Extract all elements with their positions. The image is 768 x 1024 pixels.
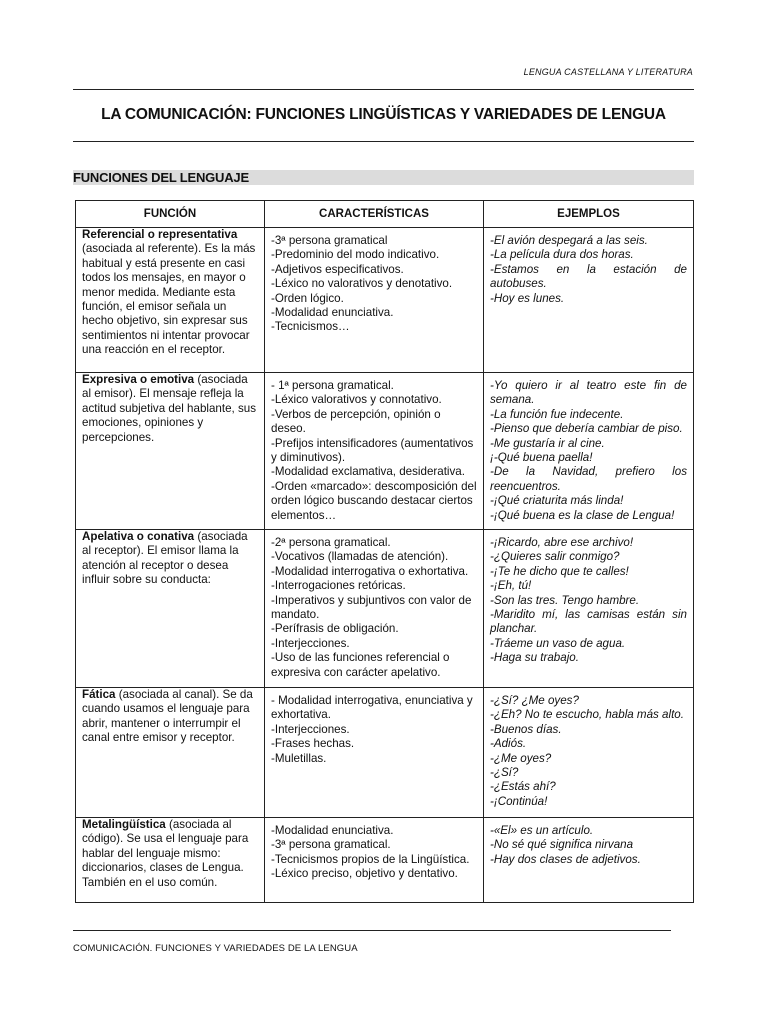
example-item: -Hay dos clases de adjetivos.: [490, 852, 641, 866]
example-item: -¡Continúa!: [490, 794, 548, 808]
characteristic-item: - Modalidad interrogativa, enunciativa y exhortativa.: [271, 694, 473, 722]
characteristic-item: -Prefijos intensificadores (aumentativos y diminutivos).: [271, 436, 474, 465]
function-cell: [76, 818, 265, 903]
header-divider: [73, 89, 694, 90]
example-item: -Me gustaría ir al cine.: [490, 436, 605, 450]
characteristics-cell: [265, 530, 484, 688]
example-item: -La película dura dos horas.: [490, 248, 634, 262]
characteristic-item: -Orden «marcado»: descomposición del orden lógico buscando destacar ciertos elementos…: [271, 479, 477, 522]
function-description: (asociada al código). Se usa el lenguaje para hablar del lenguaje mismo: diccionarios, clases de Lengua. También en el uso común.: [82, 818, 249, 889]
function-description: (asociada al emisor). El mensaje refleja la actitud subjetiva del hablante, sus emociones, opiniones y percepciones.: [82, 373, 257, 444]
example-item: -¿Sí? ¿Me oyes?: [490, 694, 579, 707]
examples-cell: [484, 818, 694, 903]
function-description: (asociada al receptor). El emisor llama la atención al receptor o desea influir sobre su conducta:: [82, 530, 248, 587]
function-cell: [76, 373, 265, 530]
document-title: LA COMUNICACIÓN: FUNCIONES LINGÜÍSTICAS Y VARIEDADES DE LENGUA: [101, 106, 666, 123]
characteristic-item: -Adjetivos especificativos.: [271, 262, 404, 276]
function-name: Fática: [82, 688, 116, 701]
characteristic-item: -Vocativos (llamadas de atención).: [271, 550, 449, 564]
examples-cell: [484, 530, 694, 688]
example-item: -Haga su trabajo.: [490, 651, 579, 665]
characteristic-item: -3ª persona gramatical: [271, 234, 388, 247]
characteristic-item: -Léxico valorativos y connotativo.: [271, 393, 442, 407]
table-row: [76, 818, 694, 903]
examples-cell: [484, 373, 694, 530]
characteristic-item: -Interjecciones.: [271, 722, 350, 736]
examples-cell: [484, 688, 694, 818]
characteristic-item: -Uso de las funciones referencial o expresiva con carácter apelativo.: [271, 651, 450, 679]
characteristic-item: -Muletillas.: [271, 751, 327, 765]
function-description: (asociada al referente). Es la más habitual y está presente en casi todos los mensajes, en mayor o menor medida. Mediante esta función, el emisor señala un hecho objetivo, sin expresar sus sentimientos ni intentar provocar una reacción en el receptor.: [82, 242, 256, 357]
characteristics-cell: [265, 373, 484, 530]
characteristic-item: -Modalidad enunciativa.: [271, 306, 394, 320]
table-row: [76, 530, 694, 688]
header-function: FUNCIÓN: [76, 201, 265, 228]
function-name: Expresiva o emotiva: [82, 373, 195, 386]
characteristics-cell: [265, 818, 484, 903]
characteristic-item: -Perífrasis de obligación.: [271, 622, 399, 636]
table-row: [76, 373, 694, 530]
example-item: -La función fue indecente.: [490, 407, 624, 421]
function-cell: [76, 530, 265, 688]
characteristic-item: -Tecnicismos propios de la Lingüística.: [271, 852, 470, 866]
example-item: -De la Navidad, prefiero los reencuentros.: [490, 465, 687, 493]
example-item: -¡Te he dicho que te calles!: [490, 564, 629, 578]
example-item: -«El» es un artículo.: [490, 824, 594, 837]
example-item: -Yo quiero ir al teatro este fin de semana.: [490, 379, 687, 407]
functions-table: [75, 200, 694, 903]
example-item: -¿Sí?: [490, 766, 519, 780]
example-item: -¿Quieres salir conmigo?: [490, 550, 620, 564]
characteristics-cell: [265, 228, 484, 373]
characteristic-item: -Tecnicismos…: [271, 320, 350, 334]
example-item: -Estamos en la estación de autobuses.: [490, 262, 687, 291]
example-item: -Hoy es lunes.: [490, 291, 565, 305]
characteristic-item: -Predominio del modo indicativo.: [271, 248, 440, 262]
example-item: -El avión despegará a las seis.: [490, 234, 648, 247]
example-item: -¡Qué buena es la clase de Lengua!: [490, 508, 675, 522]
example-item: -Tráeme un vaso de agua.: [490, 636, 626, 650]
running-header: LENGUA CASTELLANA Y LITERATURA: [523, 67, 693, 77]
examples-cell: [484, 228, 694, 373]
characteristic-item: -Modalidad exclamativa, desiderativa.: [271, 465, 465, 479]
characteristic-item: -Interrogaciones retóricas.: [271, 579, 406, 593]
characteristic-item: -3ª persona gramatical.: [271, 838, 391, 852]
characteristic-item: -2ª persona gramatical.: [271, 536, 391, 549]
characteristics-cell: [265, 688, 484, 818]
example-item: -Buenos días.: [490, 722, 562, 736]
characteristic-item: -Verbos de percepción, opinión o deseo.: [271, 407, 441, 436]
characteristic-item: -Léxico no valorativos y denotativo.: [271, 277, 453, 291]
characteristic-item: -Léxico preciso, objetivo y dentativo.: [271, 867, 458, 881]
example-item: -¿Estás ahí?: [490, 780, 556, 794]
example-item: -Adiós.: [490, 737, 527, 751]
section-heading: FUNCIONES DEL LENGUAJE: [73, 170, 694, 185]
table-row: [76, 688, 694, 818]
example-item: -¿Eh? No te escucho, habla más alto.: [490, 708, 684, 722]
table-header-row: [76, 201, 694, 228]
table-row: [76, 228, 694, 373]
example-item: -Son las tres. Tengo hambre.: [490, 593, 640, 607]
characteristic-item: - 1ª persona gramatical.: [271, 379, 394, 392]
header-characteristics: CARACTERÍSTICAS: [265, 201, 484, 228]
characteristic-item: -Modalidad enunciativa.: [271, 824, 394, 837]
example-item: -¡Ricardo, abre ese archivo!: [490, 536, 634, 549]
function-name: Metalingüística: [82, 818, 166, 831]
example-item: -¡Eh, tú!: [490, 579, 532, 593]
function-name: Apelativa o conativa: [82, 530, 195, 543]
function-cell: [76, 228, 265, 373]
function-description: (asociada al canal). Se da cuando usamos el lenguaje para abrir, mantener o interrumpir el canal entre emisor y receptor.: [82, 688, 253, 745]
characteristic-item: -Imperativos y subjuntivos con valor de mandato.: [271, 593, 472, 622]
characteristic-item: -Modalidad interrogativa o exhortativa.: [271, 564, 469, 578]
title-divider: [73, 141, 694, 142]
running-footer: COMUNICACIÓN. FUNCIONES Y VARIEDADES DE LA LENGUA: [73, 943, 358, 954]
characteristic-item: -Frases hechas.: [271, 737, 355, 751]
example-item: -No sé qué significa nirvana: [490, 838, 634, 852]
example-item: ¡-Qué buena paella!: [490, 451, 593, 465]
characteristic-item: -Interjecciones.: [271, 636, 350, 650]
function-name: Referencial o representativa: [82, 228, 238, 241]
header-examples: EJEMPLOS: [484, 201, 694, 228]
example-item: -Maridito mí, las camisas están sin planchar.: [490, 608, 687, 636]
characteristic-item: -Orden lógico.: [271, 291, 344, 305]
function-cell: [76, 688, 265, 818]
example-item: -¿Me oyes?: [490, 751, 552, 765]
footer-divider: [73, 930, 671, 931]
example-item: -Pienso que debería cambiar de piso.: [490, 422, 683, 436]
example-item: -¡Qué criaturita más linda!: [490, 494, 624, 508]
